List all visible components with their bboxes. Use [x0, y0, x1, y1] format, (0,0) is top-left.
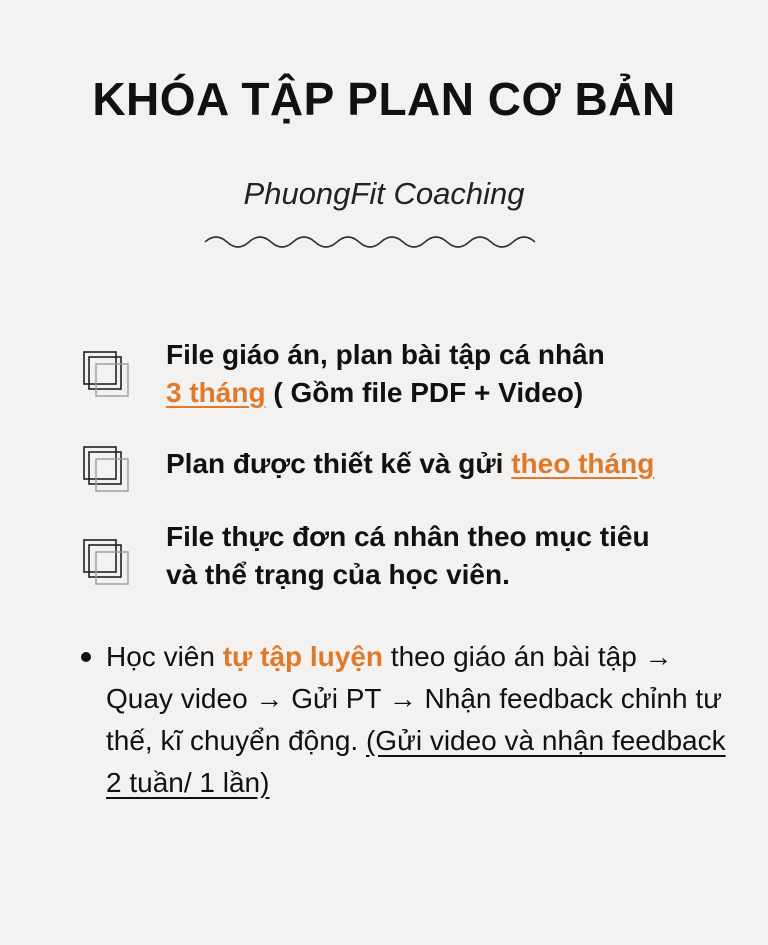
stacked-squares-icon — [82, 445, 132, 493]
bullet-body: theo giáo án bài tập → Quay video → Gửi PT → Nhận feedback chỉnh tư thế, kĩ chuyển động. — [106, 641, 722, 756]
monthly-highlight: theo tháng — [511, 448, 655, 479]
stacked-squares-icon — [82, 350, 132, 398]
page-title: KHÓA TẬP PLAN CƠ BẢN — [92, 73, 676, 125]
feature-item-3-line2: và thể trạng của học viên. — [166, 559, 510, 590]
bullet-lead: Học viên — [106, 641, 223, 672]
feedback-note-link: (Gửi video và nhận feedback 2 tuần/ 1 lần) — [106, 725, 726, 798]
stacked-squares-icon — [82, 538, 132, 586]
self-training-highlight: tự tập luyện — [222, 641, 384, 672]
page-subtitle: PhuongFit Coaching — [243, 176, 525, 211]
feature-item-2-lead: Plan được thiết kế và gửi — [166, 448, 512, 479]
bullet-dot — [81, 652, 91, 662]
feature-item-1-rest: ( Gồm file PDF + Video) — [265, 377, 584, 408]
feature-item-1-line1: File giáo án, plan bài tập cá nhân — [166, 339, 605, 370]
wave-divider — [203, 230, 549, 254]
feature-item-3-line1: File thực đơn cá nhân theo mục tiêu — [166, 521, 650, 552]
duration-highlight: 3 tháng — [166, 377, 266, 408]
